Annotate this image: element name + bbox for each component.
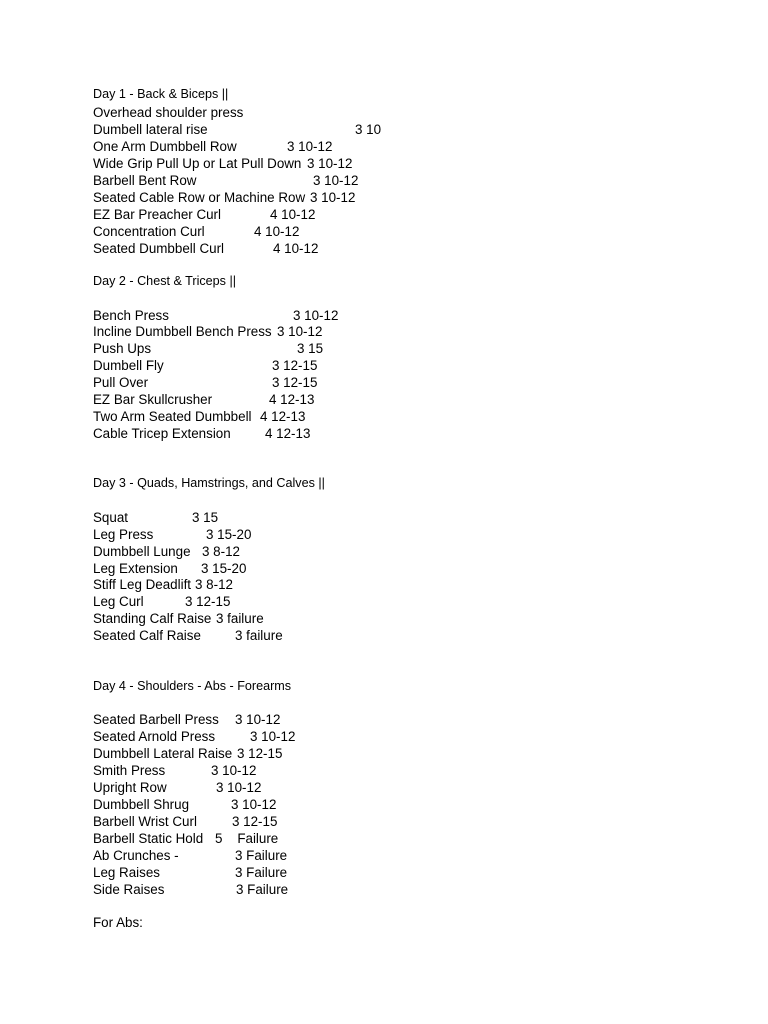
exercise-name: One Arm Dumbbell Row [93,139,237,154]
exercise-name: Bench Press [93,308,169,323]
exercise-sets-reps: 3 10-12 [307,156,353,171]
exercise-row [93,526,252,543]
exercise-name: EZ Bar Preacher Curl [93,207,221,222]
exercise-sets-reps: 3 10 [355,122,382,137]
exercise-name: Two Arm Seated Dumbbell [93,409,252,424]
exercise-row [93,830,279,847]
exercise-name: Stiff Leg Deadlift [93,577,192,592]
exercise-sets-reps: 3 10-12 [250,729,296,744]
day-3-heading: Day 3 - Quads, Hamstrings, and Calves || [93,476,325,490]
day-1-heading: Day 1 - Back & Biceps || [93,87,229,101]
exercise-row [93,576,233,593]
exercise-row [93,813,278,830]
exercise-row [93,155,353,172]
exercise-sets-reps: 3 10-12 [313,173,359,188]
exercise-sets-reps: 4 12-13 [265,426,311,441]
exercise-row [93,104,244,121]
exercise-sets-reps: 3 10-12 [310,190,356,205]
exercise-sets-reps: 3 10-12 [216,780,262,795]
exercise-row [93,728,296,745]
day-4-heading: Day 4 - Shoulders - Abs - Forearms [93,679,292,693]
exercise-name: Barbell Static Hold [93,831,204,846]
exercise-name: Upright Row [93,780,167,795]
exercise-row [93,610,264,627]
exercise-name: Dumbbell Lunge [93,544,191,559]
exercise-name: Cable Tricep Extension [93,426,231,441]
exercise-sets-reps: 3 Failure [235,865,288,880]
exercise-row [93,560,247,577]
exercise-sets-reps: 3 failure [235,628,283,643]
exercise-name: Push Ups [93,341,152,356]
exercise-row [93,408,306,425]
exercise-sets-reps: 3 15 [297,341,324,356]
exercise-name: Leg Extension [93,561,178,576]
exercise-name: Leg Raises [93,865,160,880]
exercise-row [93,864,288,881]
exercise-sets-reps: 3 failure [216,611,264,626]
exercise-sets-reps: 3 12-15 [237,746,283,761]
exercise-name: Incline Dumbbell Bench Press [93,324,272,339]
exercise-sets-reps: 3 Failure [236,882,289,897]
exercise-name: Wide Grip Pull Up or Lat Pull Down [93,156,302,171]
exercise-row [93,323,323,340]
exercise-row [93,121,382,138]
exercise-sets-reps: 3 10-12 [231,797,277,812]
exercise-name: Side Raises [93,882,165,897]
exercise-name: Smith Press [93,763,166,778]
exercise-name: Dumbbell Shrug [93,797,190,812]
exercise-sets-reps: 3 15-20 [201,561,247,576]
exercise-row [93,340,324,357]
exercise-sets-reps: 3 10-12 [277,324,323,339]
exercise-name: Seated Calf Raise [93,628,201,643]
exercise-name: Seated Cable Row or Machine Row [93,190,306,205]
exercise-name: Dumbbell Lateral Raise [93,746,233,761]
exercise-name: Squat [93,510,128,525]
exercise-sets-reps: 3 8-12 [202,544,240,559]
exercise-name: Seated Dumbbell Curl [93,241,224,256]
exercise-row [93,593,231,610]
exercise-row [93,509,219,526]
exercise-row [93,881,289,898]
exercise-name: Barbell Bent Row [93,173,197,188]
exercise-sets-reps: 4 10-12 [270,207,316,222]
exercise-sets-reps: 3 12-15 [272,375,318,390]
exercise-sets-reps: 3 15 [192,510,219,525]
exercise-name: EZ Bar Skullcrusher [93,392,213,407]
exercise-row [93,189,356,206]
exercise-name: Standing Calf Raise [93,611,212,626]
exercise-row [93,206,316,223]
exercise-name: Seated Arnold Press [93,729,216,744]
exercise-row [93,138,333,155]
exercise-row [93,223,300,240]
exercise-sets-reps: 3 15-20 [206,527,252,542]
exercise-row [93,627,283,644]
exercise-row [93,543,240,560]
exercise-name: Dumbell Fly [93,358,164,373]
exercise-name: Concentration Curl [93,224,205,239]
exercise-name: Seated Barbell Press [93,712,219,727]
exercise-name: Dumbell lateral rise [93,122,208,137]
exercise-row [93,762,257,779]
exercise-sets-reps: 3 12-15 [232,814,278,829]
exercise-sets-reps: 3 12-15 [185,594,231,609]
exercise-name: Overhead shoulder press [93,105,244,120]
exercise-sets-reps: 4 10-12 [273,241,319,256]
exercise-name: Ab Crunches - [93,848,179,863]
exercise-sets-reps: 4 12-13 [269,392,315,407]
exercise-name: Leg Curl [93,594,144,609]
exercise-row [93,847,288,864]
exercise-name: Pull Over [93,375,149,390]
exercise-row [93,374,318,391]
exercise-sets-reps: 4 10-12 [254,224,300,239]
exercise-row [93,745,283,762]
exercise-name: Leg Press [93,527,154,542]
exercise-sets-reps: 3 12-15 [272,358,318,373]
exercise-sets-reps: 5 Failure [215,831,279,846]
exercise-row [93,240,319,257]
exercise-sets-reps: 3 8-12 [195,577,233,592]
exercise-sets-reps: 4 12-13 [260,409,306,424]
exercise-sets-reps: 3 Failure [235,848,288,863]
exercise-sets-reps: 3 10-12 [287,139,333,154]
exercise-row [93,796,277,813]
exercise-sets-reps: 3 10-12 [211,763,257,778]
exercise-row [93,425,311,442]
exercise-name: Barbell Wrist Curl [93,814,197,829]
exercise-row [93,391,315,408]
exercise-row [93,172,359,189]
exercise-row [93,779,262,796]
exercise-row [93,711,281,728]
day-2-heading: Day 2 - Chest & Triceps || [93,274,237,288]
exercise-sets-reps: 3 10-12 [293,308,339,323]
exercise-row [93,357,318,374]
exercise-row [93,307,339,324]
exercise-sets-reps: 3 10-12 [235,712,281,727]
abs-note: For Abs: [93,915,143,930]
